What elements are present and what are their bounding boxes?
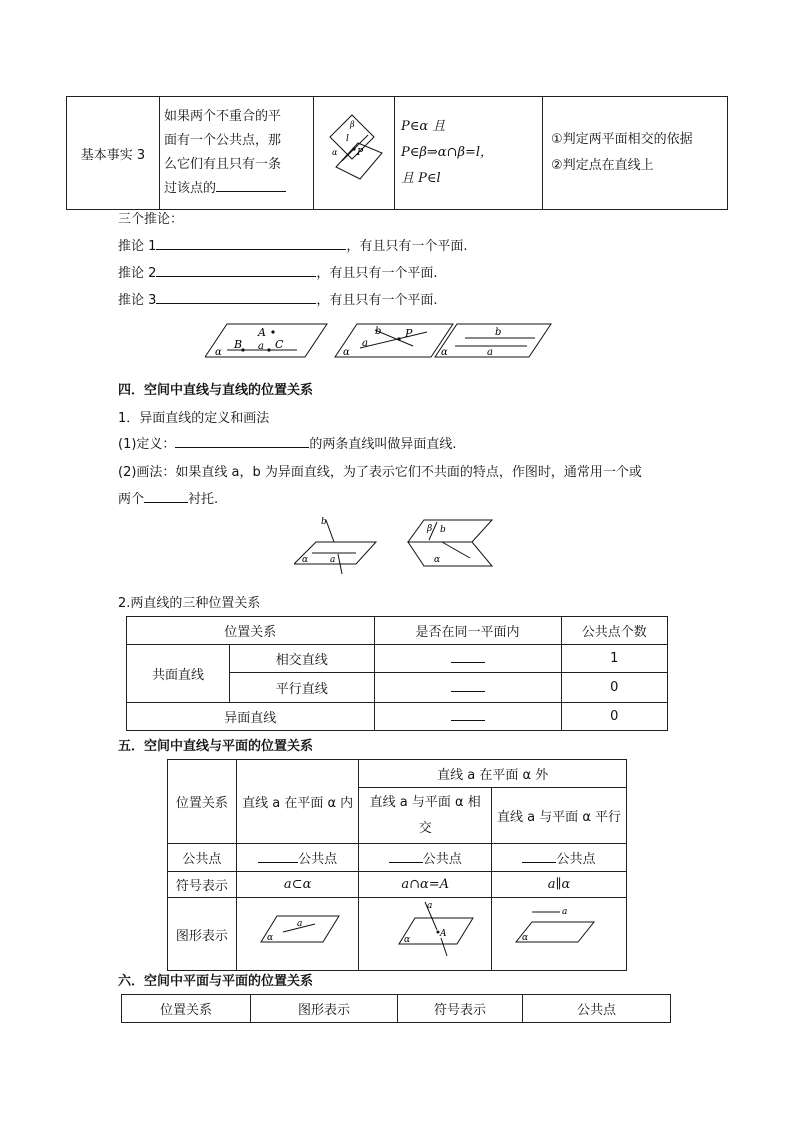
col-outside: 直线 a 在平面 α 外	[359, 760, 627, 788]
fig-int-a-label: a	[427, 901, 433, 911]
fig1-alpha-label: α	[215, 347, 222, 358]
corollary-1: 推论 1 ，有且只有一个平面.	[118, 239, 468, 254]
col-intersect: 直线 a 与平面 α 相 交	[359, 788, 492, 844]
two-lines-table	[126, 616, 668, 731]
corollary-figures	[205, 320, 555, 362]
fig3-alpha-label: α	[441, 347, 448, 358]
fig-int-alpha-label: α	[404, 935, 411, 945]
row-figure: 图形表示	[168, 898, 237, 971]
symbol-in: a⊂α	[236, 872, 359, 898]
section4-drawing-line2: 两个 衬托.	[118, 492, 219, 507]
col-figure: 图形表示	[251, 995, 398, 1023]
blank-cell	[374, 645, 561, 673]
corollaries-title: 三个推论：	[118, 212, 184, 227]
fact-figure	[314, 97, 395, 210]
fig2-alpha-label: α	[343, 347, 350, 358]
fact-description: 如果两个不重合的平 面有一个公共点，那 么它们有且只有一条 过该点的	[160, 97, 314, 210]
figB-b-label: b	[440, 525, 446, 535]
fig1-b-label: B	[234, 338, 243, 351]
fig-par-alpha-label: α	[522, 933, 529, 943]
coplanar-group: 共面直线	[127, 645, 230, 703]
col-header-relation: 位置关系	[127, 617, 375, 645]
alpha-label: α	[332, 148, 338, 157]
fig1-a-label: A	[258, 326, 266, 339]
figure-in-plane	[236, 898, 359, 971]
beta-label: β	[350, 120, 355, 129]
blank-cell	[374, 673, 561, 703]
figB-beta-label: β	[427, 524, 433, 534]
fig-par-a-label: a	[562, 907, 568, 917]
figure-parallel	[492, 898, 627, 971]
blank-cell	[374, 703, 561, 731]
col-header-same-plane: 是否在同一平面内	[374, 617, 561, 645]
fig2-a-label: a	[362, 338, 368, 349]
col-common: 公共点	[523, 995, 671, 1023]
col-symbol: 符号表示	[398, 995, 523, 1023]
plane-plane-table	[121, 994, 671, 1023]
row-symbol: 符号表示	[168, 872, 237, 898]
section5-heading: 五．空间中直线与平面的位置关系	[118, 739, 314, 754]
symbol-parallel: a∥α	[492, 872, 627, 898]
fig2-p-label: P	[405, 327, 413, 340]
count-cell: 0	[561, 673, 668, 703]
skew-lines-figures	[294, 514, 514, 576]
common-cell: 公共点	[236, 844, 359, 872]
l-label: l	[346, 134, 349, 144]
section6-heading: 六．空间中平面与平面的位置关系	[118, 974, 314, 989]
col-relation: 位置关系	[168, 760, 237, 844]
fig-in-alpha-label: α	[266, 933, 273, 943]
figB-alpha-label: α	[434, 555, 441, 565]
figure-intersect	[359, 898, 492, 971]
col-relation: 位置关系	[122, 995, 251, 1023]
common-cell: 公共点	[492, 844, 627, 872]
count-cell: 0	[561, 703, 668, 731]
figA-alpha-label: α	[302, 555, 309, 565]
fig-in-a-label: a	[296, 919, 303, 929]
symbol-intersect: a∩α=A	[359, 872, 492, 898]
col-header-count: 公共点个数	[561, 617, 668, 645]
row-intersecting: 相交直线	[230, 645, 375, 673]
count-cell: 1	[561, 645, 668, 673]
corollary-3: 推论 3 ，有且只有一个平面.	[118, 293, 438, 308]
fig1-a-line-label: a	[258, 341, 264, 352]
fig-int-A-label: A	[440, 929, 447, 939]
row-common-points: 公共点	[168, 844, 237, 872]
fig1-c-label: C	[275, 338, 284, 351]
line-plane-table	[167, 759, 627, 971]
row-skew: 异面直线	[127, 703, 375, 731]
intersecting-planes-figure	[314, 97, 394, 205]
fact-symbol: P∈α 且 P∈β⇒α∩β=l， 且 P∈l	[395, 97, 543, 210]
fig2-b-label: b	[375, 326, 382, 337]
section4-definition: (1)定义： 的两条直线叫做异面直线.	[118, 437, 457, 452]
fact-usage: ①判定两平面相交的依据 ②判定点在直线上	[543, 97, 728, 210]
fig3-b-label: b	[495, 327, 502, 338]
section4-heading: 四．空间中直线与直线的位置关系	[118, 383, 314, 398]
section4-drawing-line1: (2)画法：如果直线 a，b 为异面直线，为了表示它们不共面的特点，作图时，通常用一个或	[118, 465, 642, 480]
figA-a-label: a	[330, 555, 336, 565]
corollary-2: 推论 2 ，有且只有一个平面.	[118, 266, 438, 281]
row-parallel: 平行直线	[230, 673, 375, 703]
figA-b-label: b	[321, 517, 327, 527]
col-parallel: 直线 a 与平面 α 平行	[492, 788, 627, 844]
col-in-plane: 直线 a 在平面 α 内	[236, 760, 359, 844]
section4-sub1: 1．异面直线的定义和画法	[118, 411, 270, 426]
common-cell: 公共点	[359, 844, 492, 872]
fact-name: 基本事实 3	[67, 97, 160, 210]
section4-sub2: 2.两直线的三种位置关系	[118, 596, 261, 611]
fig3-a-label: a	[487, 347, 493, 358]
p-label: P	[357, 148, 364, 158]
